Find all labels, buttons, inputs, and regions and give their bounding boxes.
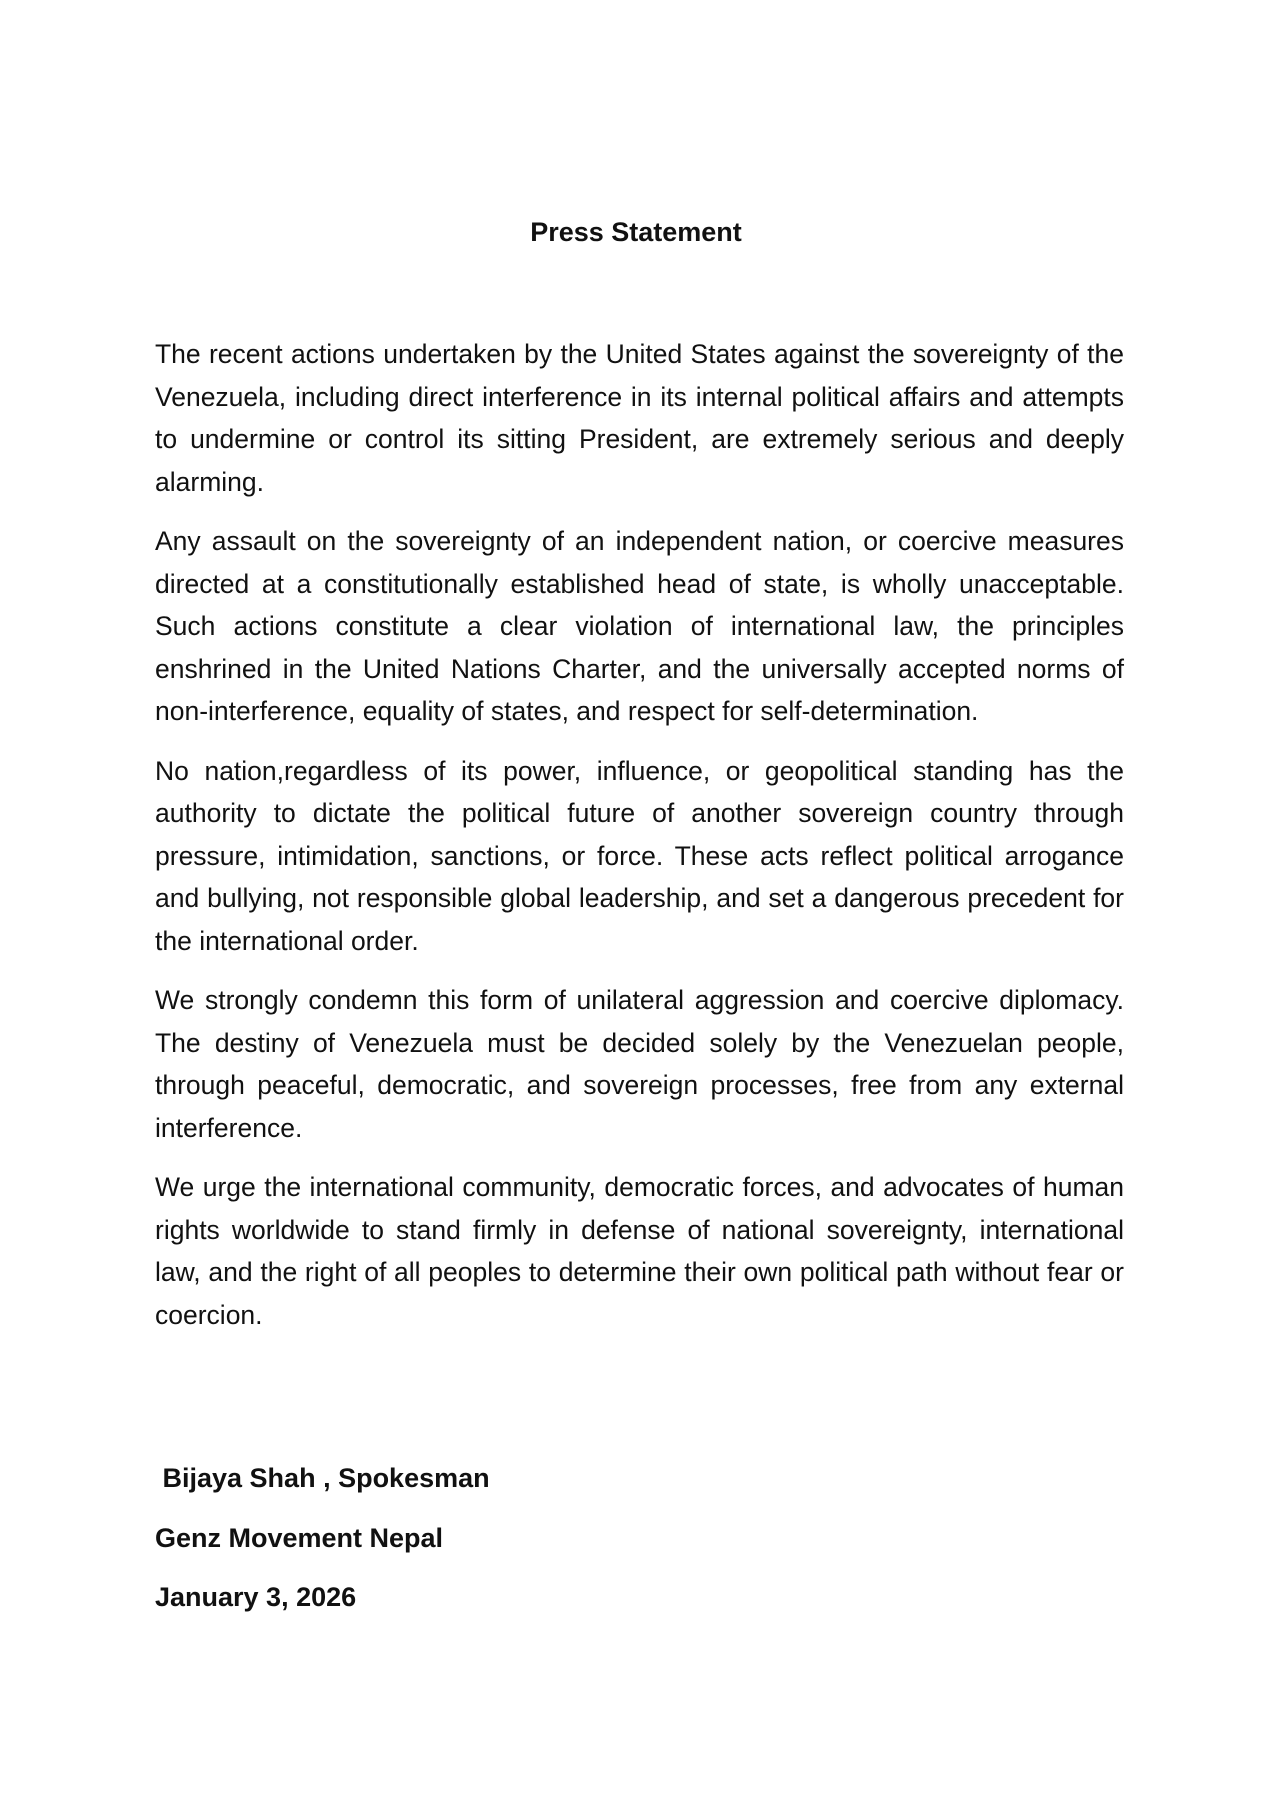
statement-body <box>155 333 1124 1353</box>
statement-date: January 3, 2026 <box>155 1582 357 1612</box>
signatory-name: Bijaya Shah , Spokesman <box>155 1463 490 1493</box>
paragraph-1: The recent actions undertaken by the United States against the sovereignty of the Venezuela, including direct interference in its internal political affairs and attempts to undermine or control its sitting President, are extremely serious and deeply alarming. <box>155 339 1124 497</box>
paragraph-4: We strongly condemn this form of unilateral aggression and coercive diplomacy. The destiny of Venezuela must be decided solely by the Venezuelan people, through peaceful, democratic, and sovereign processes, free from any external interference. <box>155 985 1124 1143</box>
paragraph-3: No nation,regardless of its power, influence, or geopolitical standing has the authority to dictate the political future of another sovereign country through pressure, intimidation, sanctions, or force. These acts reflect political arrogance and bullying, not responsible global leadership, and set a dangerous precedent for the international order. <box>155 755 1124 956</box>
document-title: Press Statement <box>530 217 742 247</box>
paragraph-5: We urge the international community, democratic forces, and advocates of human rights worldwide to stand firmly in defense of national sovereignty, international law, and the right of all peoples to determine their own political path without fear or coercion. <box>155 1172 1124 1330</box>
paragraph-2: Any assault on the sovereignty of an independent nation, or coercive measures directed at a constitutionally established head of state, is wholly unacceptable. Such actions constitute a clear violation of international law, the principles enshrined in the United Nations Charter, and the universally accepted norms of non-interference, equality of states, and respect for self-determination. <box>155 526 1124 726</box>
signatory-organization: Genz Movement Nepal <box>155 1523 444 1553</box>
